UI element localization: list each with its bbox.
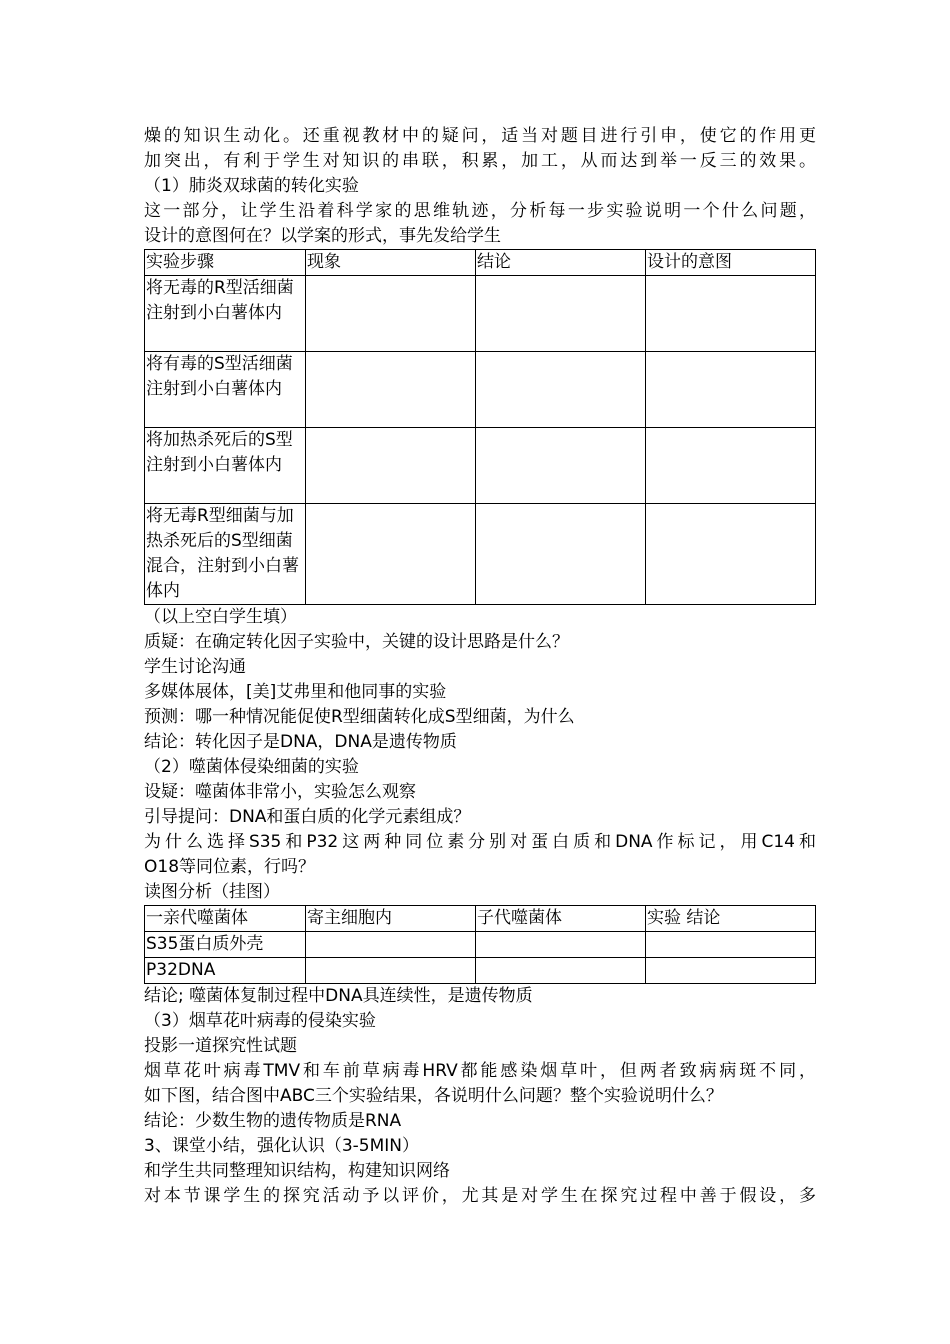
section3-line-3: 如下图，结合图中ABC三个实验结果，各说明什么问题？整个实验说明什么？ <box>144 1086 723 1106</box>
blank-cell <box>476 276 646 352</box>
section4-line-2: 对本节课学生的探究活动予以评价，尤其是对学生在探究过程中善于假设，多 <box>144 1186 816 1206</box>
intro-line-1: 燥的知识生动化。还重视教材中的疑问，适当对题目进行引申，使它的作用更 <box>144 126 816 146</box>
section3-line-1: 投影一道探究性试题 <box>144 1036 297 1056</box>
section3-heading: （3）烟草花叶病毒的侵染实验 <box>144 1011 376 1031</box>
blank-cell <box>476 352 646 428</box>
header-cell: 实验 结论 <box>646 906 816 932</box>
discussion-line: 学生讨论沟通 <box>144 657 246 677</box>
step-text: 将加热杀死后的S型注射到小白薯体内 <box>146 430 293 475</box>
transformation-experiment-table <box>144 249 816 605</box>
blank-cell <box>646 958 816 984</box>
table-row <box>145 276 816 352</box>
label-cell: S35蛋白质外壳 <box>145 932 306 958</box>
table-row <box>145 932 816 958</box>
table-row <box>145 352 816 428</box>
blank-cell <box>306 352 476 428</box>
section3-line-4: 结论：少数生物的遗传物质是RNA <box>144 1111 402 1131</box>
blank-cell <box>306 932 476 958</box>
table-header-row <box>145 250 816 276</box>
blank-cell <box>646 504 816 605</box>
label-cell: P32DNA <box>145 958 306 984</box>
header-cell: 子代噬菌体 <box>476 906 646 932</box>
section3-line-2: 烟草花叶病毒TMV和车前草病毒HRV都能感染烟草叶，但两者致病病斑不同， <box>144 1061 816 1081</box>
blank-cell <box>306 958 476 984</box>
section2-conclusion: 结论; 噬菌体复制过程中DNA具连续性，是遗传物质 <box>144 986 533 1006</box>
header-cell: 实验步骤 <box>145 250 306 276</box>
section1-desc-1: 这一部分，让学生沿着科学家的思维轨迹，分析每一步实验说明一个什么问题， <box>144 201 816 221</box>
blank-cell <box>646 276 816 352</box>
section4-heading: 3、课堂小结，强化认识（3-5MIN） <box>144 1136 419 1156</box>
table-header-row <box>145 906 816 932</box>
blank-cell <box>476 932 646 958</box>
fill-note: （以上空白学生填） <box>144 607 297 627</box>
question-line: 质疑：在确定转化因子实验中，关键的设计思路是什么？ <box>144 632 569 652</box>
step-text: 将无毒R型细菌与加热杀死后的S型细菌混合，注射到小白薯体内 <box>146 506 299 601</box>
blank-cell <box>476 958 646 984</box>
blank-cell <box>306 276 476 352</box>
section2-line-1: 设疑：噬菌体非常小，实验怎么观察 <box>144 782 416 802</box>
section2-line-5: 读图分析（挂图） <box>144 882 280 902</box>
blank-cell <box>476 428 646 504</box>
section1-heading: （1）肺炎双球菌的转化实验 <box>144 176 359 196</box>
step-cell <box>145 276 306 352</box>
step-cell <box>145 428 306 504</box>
section2-heading: （2）噬菌体侵染细菌的实验 <box>144 757 359 777</box>
step-text: 将无毒的R型活细菌注射到小白薯体内 <box>146 278 294 323</box>
header-cell: 一亲代噬菌体 <box>145 906 306 932</box>
step-cell <box>145 352 306 428</box>
prediction-line: 预测：哪一种情况能促使R型细菌转化成S型细菌，为什么 <box>144 707 575 727</box>
header-cell: 现象 <box>306 250 476 276</box>
blank-cell <box>476 504 646 605</box>
phage-experiment-table <box>144 905 816 984</box>
table-row <box>145 504 816 605</box>
header-cell: 结论 <box>476 250 646 276</box>
document-page <box>144 124 816 1209</box>
header-cell: 寄主细胞内 <box>306 906 476 932</box>
section2-line-2: 引导提问：DNA和蛋白质的化学元素组成？ <box>144 807 471 827</box>
table-row <box>145 428 816 504</box>
section1-desc-2: 设计的意图何在？以学案的形式，事先发给学生 <box>144 226 501 246</box>
blank-cell <box>646 428 816 504</box>
blank-cell <box>306 504 476 605</box>
section4-line-1: 和学生共同整理知识结构，构建知识网络 <box>144 1161 450 1181</box>
multimedia-line: 多媒体展体，[美]艾弗里和他同事的实验 <box>144 682 447 702</box>
blank-cell <box>306 428 476 504</box>
conclusion-line: 结论：转化因子是DNA，DNA是遗传物质 <box>144 732 457 752</box>
step-cell <box>145 504 306 605</box>
blank-cell <box>646 932 816 958</box>
section2-line-4: O18等同位素，行吗？ <box>144 857 316 877</box>
table-row <box>145 958 816 984</box>
section2-line-3: 为什么选择S35和P32这两种同位素分别对蛋白质和DNA作标记，用C14和 <box>144 832 816 852</box>
header-cell: 设计的意图 <box>646 250 816 276</box>
intro-line-2: 加突出，有利于学生对知识的串联，积累，加工，从而达到举一反三的效果。 <box>144 151 816 171</box>
blank-cell <box>646 352 816 428</box>
step-text: 将有毒的S型活细菌注射到小白薯体内 <box>146 354 293 399</box>
